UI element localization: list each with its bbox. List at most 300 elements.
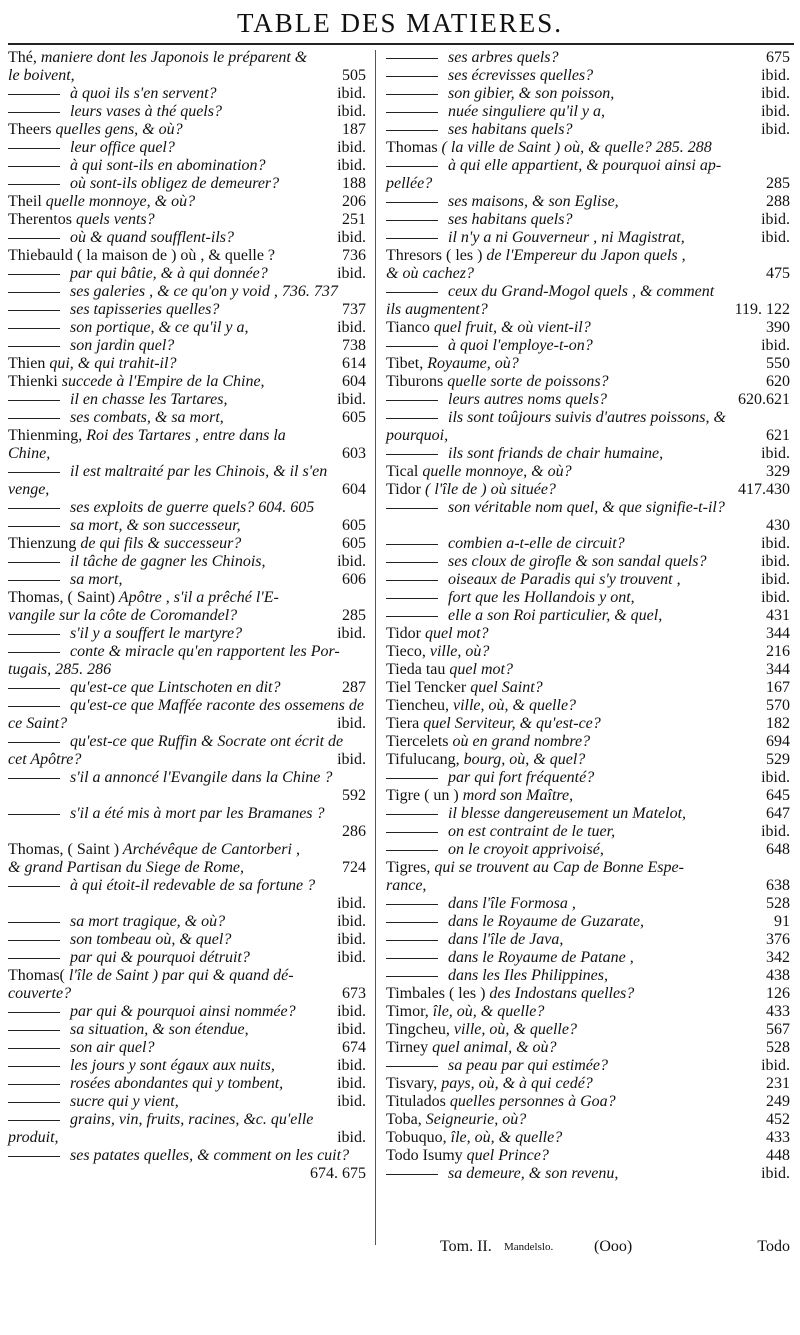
entry-description: on le croyoit apprivoisé, [448, 841, 604, 858]
entry-description: quel mot? [420, 625, 489, 642]
entry-text [70, 571, 122, 589]
page-number: ibid. [337, 1093, 366, 1110]
entry-head: Thresors ( les ) [386, 247, 483, 264]
entry-text [70, 913, 225, 931]
index-entry [386, 67, 790, 85]
index-entry [8, 859, 366, 877]
entry-description: sucre qui y vient, [70, 1093, 179, 1110]
page-number: ibid. [761, 769, 790, 786]
index-entry [8, 409, 366, 427]
repeat-dash [386, 562, 438, 563]
repeat-dash [386, 112, 438, 113]
entry-description: ses galeries , & ce qu'on y void , 736. 737 [70, 283, 338, 300]
repeat-dash [386, 940, 438, 941]
index-entry [386, 247, 790, 265]
repeat-dash [8, 292, 60, 293]
entry-text [8, 841, 300, 859]
page-number: ibid. [761, 571, 790, 588]
entry-description: l'île de Saint ) par qui & quand dé- [64, 967, 294, 984]
page-number: ibid. [337, 715, 366, 732]
entry-description: Roi des Tartares , entre dans la [82, 427, 286, 444]
page-number: 344 [766, 625, 790, 642]
entry-text [386, 1021, 577, 1039]
repeat-dash [386, 1066, 438, 1067]
repeat-dash [8, 418, 60, 419]
repeat-dash [386, 814, 438, 815]
index-entry [386, 1147, 790, 1165]
page-number: ibid. [761, 103, 790, 120]
entry-head: Tibet, [386, 355, 424, 372]
index-entry [386, 823, 790, 841]
entry-description: ses exploits de guerre quels? 604. 605 [70, 499, 315, 516]
entry-text [8, 751, 81, 769]
repeat-dash [8, 1102, 60, 1103]
entry-description: ils sont friands de chair humaine, [448, 445, 664, 462]
entry-description: quelles gens, & où? [51, 121, 183, 138]
repeat-dash [386, 292, 438, 293]
entry-description: qu'est-ce que Lintschoten en dit? [70, 679, 281, 696]
repeat-dash [386, 1174, 438, 1175]
index-entry [386, 49, 790, 67]
page-number: ibid. [761, 85, 790, 102]
entry-description: succede à l'Empire de la Chine, [57, 373, 265, 390]
entry-text [448, 913, 644, 931]
page-number: ibid. [337, 103, 366, 120]
index-entry [386, 517, 790, 535]
entry-description: où sont-ils obligez de demeurer? [70, 175, 280, 192]
page-number: ibid. [337, 391, 366, 408]
index-entry [8, 589, 366, 607]
index-entry [8, 841, 366, 859]
repeat-dash [386, 598, 438, 599]
page-number: ibid. [337, 1075, 366, 1092]
page-number: 188 [342, 175, 366, 192]
entry-head: Thienming, [8, 427, 83, 444]
entry-description: dans le Royaume de Guzarate, [448, 913, 644, 930]
entry-text [386, 265, 474, 283]
page-number: ibid. [337, 1057, 366, 1074]
index-entry [8, 643, 366, 661]
index-entry [8, 517, 366, 535]
entry-description: pourquoi, [386, 427, 449, 444]
page-number: ibid. [337, 553, 366, 570]
page-number: 724 [342, 859, 366, 876]
entry-text [448, 553, 707, 571]
index-entry [8, 1075, 366, 1093]
entry-description: des Indostans quelles? [485, 985, 635, 1002]
entry-description: à quoi ils s'en servent? [70, 85, 217, 102]
entry-text [386, 1093, 616, 1111]
page-number: 674. 675 [310, 1165, 366, 1182]
index-entry [386, 193, 790, 211]
entry-text [448, 571, 681, 589]
entry-description: de qui fils & successeur? [76, 535, 242, 552]
entry-description: à qui sont-ils en abomination? [70, 157, 266, 174]
page-number: ibid. [337, 931, 366, 948]
index-entry [8, 193, 366, 211]
repeat-dash [8, 1012, 60, 1013]
page-number: 433 [766, 1003, 790, 1020]
repeat-dash [386, 832, 438, 833]
index-entry-continuation [8, 67, 366, 85]
entry-text [386, 625, 489, 643]
entry-text [70, 229, 234, 247]
index-entry [8, 697, 366, 715]
entry-description: Royaume, où? [423, 355, 519, 372]
page-number: 475 [766, 265, 790, 282]
index-entry [386, 553, 790, 571]
page-number: ibid. [761, 1165, 790, 1182]
entry-text [386, 787, 573, 805]
index-entry [8, 85, 366, 103]
entry-description: île, où, & quelle? [446, 1129, 563, 1146]
entry-description: ses combats, & sa mort, [70, 409, 224, 426]
index-entry [8, 1039, 366, 1057]
entry-description: ses patates quelles, & comment on les cuit? [70, 1147, 350, 1164]
entry-description: s'il a annoncé l'Evangile dans la Chine ? [70, 769, 333, 786]
entry-description: ils augmentent? [386, 301, 488, 318]
entry-text [386, 1147, 549, 1165]
entry-text [70, 679, 280, 697]
left-column [8, 49, 366, 1183]
entry-head: Tieda tau [386, 661, 446, 678]
repeat-dash [8, 112, 60, 113]
page-number: ibid. [337, 1129, 366, 1146]
index-entry [386, 787, 790, 805]
page-footer [386, 1238, 790, 1258]
index-entry [386, 139, 790, 157]
entry-description: tugais, 285. 286 [8, 661, 112, 678]
catchword: Todo [757, 1238, 790, 1255]
entry-description: grains, vin, fruits, racines, &c. qu'elle [70, 1111, 314, 1128]
entry-description: de l'Empereur du Japon quels , [482, 247, 686, 264]
entry-text [386, 427, 448, 445]
page-number: 605 [342, 517, 366, 534]
repeat-dash [386, 238, 438, 239]
page-number: 737 [342, 301, 366, 318]
header-rule [8, 43, 794, 45]
entry-text [386, 661, 513, 679]
entry-text [386, 373, 609, 391]
repeat-dash [8, 148, 60, 149]
entry-head: Thien [8, 355, 46, 372]
entry-head: Tidor [386, 481, 421, 498]
entry-text [70, 1039, 154, 1057]
index-entry [386, 337, 790, 355]
index-entry [8, 337, 366, 355]
repeat-dash [8, 958, 60, 959]
entry-text [386, 355, 519, 373]
right-column [386, 49, 790, 1183]
page-number: ibid. [761, 337, 790, 354]
entry-text: le boivent, [8, 67, 75, 84]
page-number: ibid. [761, 823, 790, 840]
repeat-dash [386, 58, 438, 59]
repeat-dash [8, 922, 60, 923]
index-entry [386, 85, 790, 103]
entry-text [386, 697, 576, 715]
repeat-dash [8, 238, 60, 239]
entry-description: quel Serviteur, & qu'est-ce? [419, 715, 601, 732]
entry-text [448, 211, 572, 229]
entry-head: Tiencheu, [386, 697, 449, 714]
index-entry [386, 1129, 790, 1147]
index-entry [8, 715, 366, 733]
entry-text [386, 301, 488, 319]
entry-description: qu'est-ce que Maffée raconte des ossemens de [70, 697, 364, 714]
repeat-dash [8, 778, 60, 779]
entry-text [386, 319, 591, 337]
entry-text [386, 1129, 562, 1147]
entry-description: Seigneurie, où? [421, 1111, 527, 1128]
page-number: 620 [766, 373, 790, 390]
entry-head: Titulados [386, 1093, 446, 1110]
entry-text [70, 625, 242, 643]
entry-description: quels vents? [71, 211, 155, 228]
page-number: ibid. [337, 319, 366, 336]
page-number: 567 [766, 1021, 790, 1038]
entry-description: il est maltraité par les Chinois, & il s'en [70, 463, 328, 480]
entry-description: son tombeau où, & quel? [70, 931, 232, 948]
entry-description: les jours y sont égaux aux nuits, [70, 1057, 275, 1074]
entry-description: par qui & pourquoi détruit? [70, 949, 250, 966]
entry-description: ses cloux de girofle & son sandal quels? [448, 553, 707, 570]
repeat-dash [8, 742, 60, 743]
repeat-dash [8, 526, 60, 527]
entry-text [8, 967, 294, 985]
page-number: 648 [766, 841, 790, 858]
entry-description: venge, [8, 481, 50, 498]
index-entry [386, 1057, 790, 1075]
repeat-dash [386, 346, 438, 347]
page-number: 285 [766, 175, 790, 192]
entry-description: pellée? [386, 175, 433, 192]
entry-head: Tiercelets [386, 733, 449, 750]
index-entry [386, 391, 790, 409]
page-number: 736 [342, 247, 366, 264]
page-number: 606 [342, 571, 366, 588]
entry-description: conte & miracle qu'en rapportent les Por- [70, 643, 340, 660]
repeat-dash [8, 1120, 60, 1121]
entry-text [386, 175, 432, 193]
index-entry [386, 1111, 790, 1129]
index-entry [386, 715, 790, 733]
page-number: 285 [342, 607, 366, 624]
page-number: 167 [766, 679, 790, 696]
page-number: 390 [766, 319, 790, 336]
entry-description: par qui fort fréquenté? [448, 769, 595, 786]
index-entry [386, 373, 790, 391]
index-entry [8, 157, 366, 175]
entry-description: dans le Royaume de Patane , [448, 949, 634, 966]
repeat-dash [8, 706, 60, 707]
index-entry [8, 445, 366, 463]
entry-description: sa mort, & son successeur, [70, 517, 241, 534]
entry-text [70, 949, 250, 967]
page-number: 249 [766, 1093, 790, 1110]
entry-text [448, 193, 619, 211]
entry-description: Archévêque de Cantorberi , [119, 841, 300, 858]
page-number: 592 [342, 787, 366, 804]
entry-description: qui se trouvent au Cap de Bonne Espe- [430, 859, 684, 876]
entry-text [448, 823, 615, 841]
entry-description: sa peau par qui estimée? [448, 1057, 608, 1074]
entry-head: Tingcheu, [386, 1021, 450, 1038]
page-number: 286 [342, 823, 366, 840]
repeat-dash [386, 850, 438, 851]
entry-text [8, 1129, 59, 1147]
entry-text [386, 463, 572, 481]
entry-description: son air quel? [70, 1039, 155, 1056]
entry-text [448, 337, 593, 355]
entry-text [8, 607, 237, 625]
page-number: 452 [766, 1111, 790, 1128]
index-entry [386, 409, 790, 427]
index-entry [8, 1111, 366, 1129]
entry-head: Thienki [8, 373, 58, 390]
index-entry [8, 373, 366, 391]
page-number: 91 [774, 913, 790, 930]
repeat-dash [8, 634, 60, 635]
index-entry [386, 481, 790, 499]
entry-text [386, 985, 634, 1003]
entry-text [448, 409, 726, 427]
index-entry [8, 103, 366, 121]
entry-description: couverte? [8, 985, 72, 1002]
index-entry [386, 175, 790, 193]
entry-description: combien a-t-elle de circuit? [448, 535, 625, 552]
page-number: 206 [342, 193, 366, 210]
entry-description: leurs vases à thé quels? [70, 103, 222, 120]
entry-description: dans les Iles Philippines, [448, 967, 608, 984]
entry-text [448, 589, 635, 607]
page-number: ibid. [761, 121, 790, 138]
entry-head: Tisvary, [386, 1075, 438, 1092]
entry-text [448, 607, 662, 625]
entry-description: ceux du Grand-Mogol quels , & comment [448, 283, 715, 300]
index-entry [386, 103, 790, 121]
entry-text [448, 283, 714, 301]
entry-head: Tiera [386, 715, 420, 732]
index-entry [386, 283, 790, 301]
entry-text [386, 859, 684, 877]
page-number: ibid. [761, 229, 790, 246]
repeat-dash [386, 166, 438, 167]
entry-description: à qui elle appartient, & pourquoi ainsi ap- [448, 157, 722, 174]
page-number: 288 [766, 193, 790, 210]
entry-text [70, 175, 279, 193]
entry-text [70, 1021, 249, 1039]
entry-description: leur office quel? [70, 139, 175, 156]
repeat-dash [8, 472, 60, 473]
entry-head: Tigre ( un ) [386, 787, 459, 804]
entry-description: il en chasse les Tartares, [70, 391, 228, 408]
author-label: Mandelslo. [504, 1241, 554, 1253]
page-title: TABLE DES MATIERES. [236, 8, 564, 38]
page-number: 187 [342, 121, 366, 138]
entry-text [8, 355, 176, 373]
entry-description: à quoi l'employe-t-on? [448, 337, 593, 354]
entry-text [448, 895, 576, 913]
entry-description: rance, [386, 877, 427, 894]
entry-description: quel Prince? [462, 1147, 549, 1164]
entry-head: Tiburons [386, 373, 444, 390]
entry-head: Thomas, ( Saint ) [8, 841, 120, 858]
entry-description: ce Saint? [8, 715, 68, 732]
repeat-dash [8, 310, 60, 311]
repeat-dash [386, 580, 438, 581]
index-entry [386, 607, 790, 625]
index-entry [8, 265, 366, 283]
entry-description: s'il y a souffert le martyre? [70, 625, 243, 642]
entry-text [70, 283, 338, 301]
entry-description: ( l'île de ) où située? [420, 481, 556, 498]
index-entry [386, 697, 790, 715]
entry-description: quel Saint? [466, 679, 543, 696]
entry-text [386, 139, 712, 157]
entry-text [448, 499, 725, 517]
entry-head: Tigres, [386, 859, 431, 876]
entry-text [70, 1075, 283, 1093]
index-entry [8, 283, 366, 301]
repeat-dash [386, 616, 438, 617]
entry-text [448, 769, 594, 787]
index-entry [386, 985, 790, 1003]
entry-head: Tiel Tencker [386, 679, 467, 696]
entry-head: Tobuquo, [386, 1129, 447, 1146]
entry-description: quel animal, & où? [428, 1039, 557, 1056]
page-number: ibid. [337, 157, 366, 174]
entry-text [448, 445, 663, 463]
entry-description: qu'est-ce que Ruffin & Socrate ont écrit de [70, 733, 344, 750]
entry-description: son gibier, & son poisson, [448, 85, 615, 102]
repeat-dash [386, 508, 438, 509]
repeat-dash [8, 508, 60, 509]
page-number: ibid. [337, 895, 366, 912]
index-entry [8, 751, 366, 769]
entry-head: Thienzung [8, 535, 77, 552]
entry-description: fort que les Hollandois y ont, [448, 589, 635, 606]
entry-description: ses tapisseries quelles? [70, 301, 220, 318]
entry-text [70, 463, 327, 481]
entry-text [70, 769, 332, 787]
repeat-dash [8, 1048, 60, 1049]
entry-head: Tirney [386, 1039, 429, 1056]
index-entry [8, 463, 366, 481]
page-number: 605 [342, 535, 366, 552]
index-entry [8, 733, 366, 751]
entry-text [448, 1057, 608, 1075]
index-entry [8, 211, 366, 229]
index-entry [8, 1003, 366, 1021]
index-entry [386, 895, 790, 913]
entry-text [386, 733, 590, 751]
entry-text [448, 67, 593, 85]
index-entry [8, 805, 366, 823]
entry-description: cet Apôtre? [8, 751, 82, 768]
index-entry [386, 301, 790, 319]
index-entry [8, 1093, 366, 1111]
entry-text [70, 103, 222, 121]
index-entry [8, 571, 366, 589]
index-entry [386, 1003, 790, 1021]
column-divider [375, 50, 376, 1245]
page-number: 344 [766, 661, 790, 678]
entry-description: elle a son Roi particulier, & quel, [448, 607, 663, 624]
index-entry [8, 391, 366, 409]
index-entry [8, 625, 366, 643]
entry-text [70, 517, 241, 535]
